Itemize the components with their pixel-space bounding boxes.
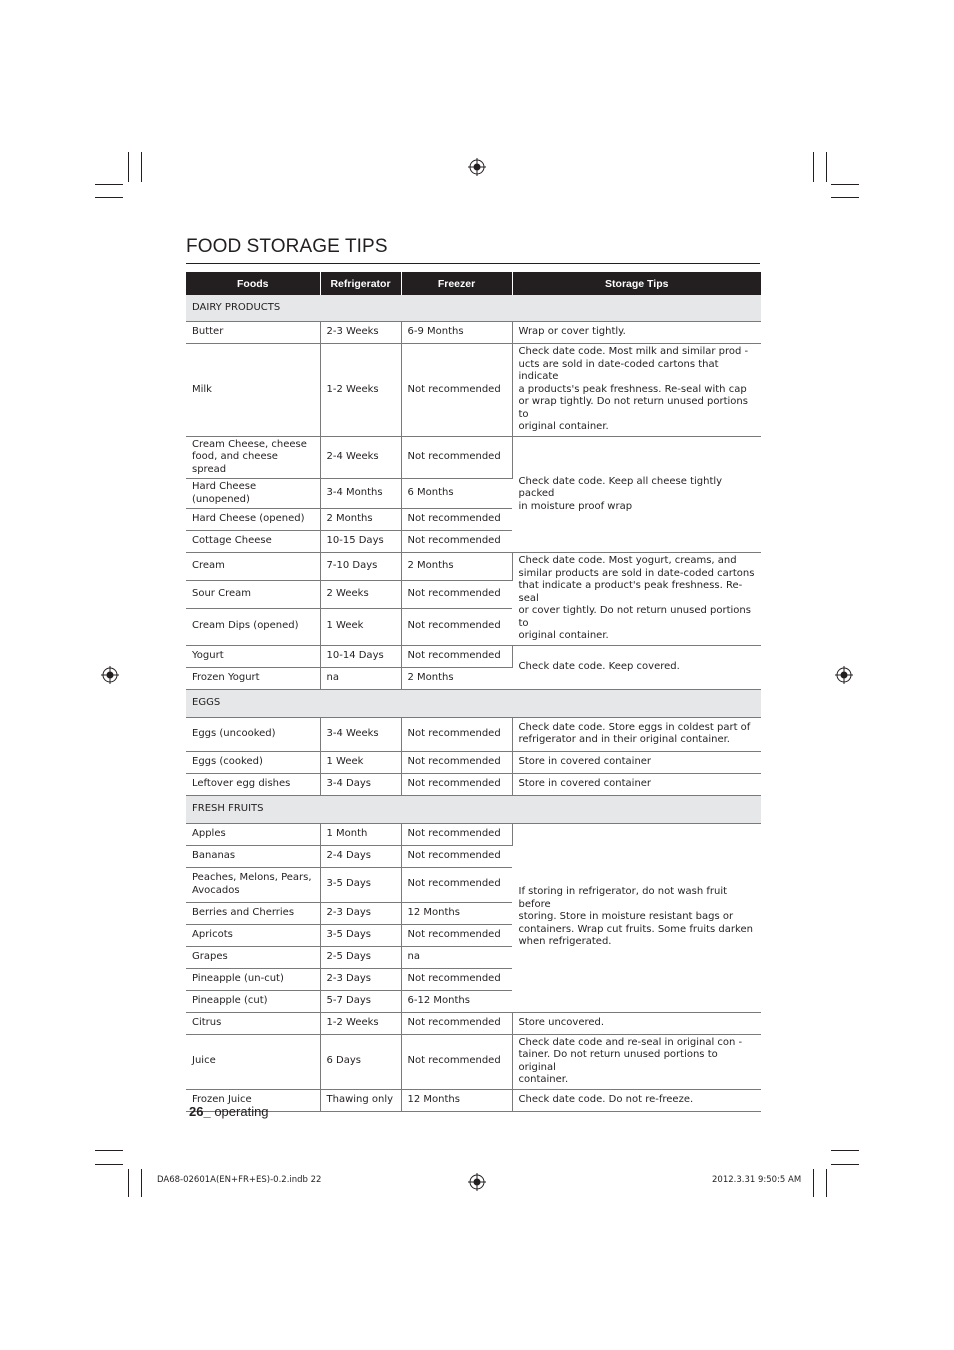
refrigerator-cell: 1 Week: [320, 751, 401, 773]
freezer-cell: Not recommended: [401, 717, 512, 751]
food-cell: Leftover egg dishes: [186, 773, 320, 795]
tip-cell: Wrap or cover tightly.: [512, 322, 761, 344]
refrigerator-cell: 10-15 Days: [320, 531, 401, 553]
crop-mark: [95, 1150, 123, 1151]
freezer-cell: 2 Months: [401, 667, 512, 689]
refrigerator-cell: 2-5 Days: [320, 946, 401, 968]
section-label: EGGS: [186, 689, 761, 717]
freezer-cell: 2 Months: [401, 553, 512, 581]
freezer-cell: Not recommended: [401, 608, 512, 645]
tip-cell: Check date code. Store eggs in coldest part of refrigerator and in their original container.: [512, 717, 761, 751]
tip-cell: Check date code. Most yogurt, creams, and similar products are sold in date-coded cartons that indicate a product's peak freshness. Re-seal or cover tightly. Do not return unused portions to original container.: [512, 553, 761, 646]
crop-mark: [826, 152, 827, 182]
header-storage-tips: Storage Tips: [512, 272, 761, 295]
freezer-cell: Not recommended: [401, 924, 512, 946]
food-cell: Cream Dips (opened): [186, 608, 320, 645]
table-row: [186, 1012, 761, 1034]
crop-mark: [831, 1150, 859, 1151]
refrigerator-cell: 10-14 Days: [320, 645, 401, 667]
title-divider: [186, 263, 760, 264]
refrigerator-cell: 1-2 Weeks: [320, 1012, 401, 1034]
refrigerator-cell: 2 Weeks: [320, 580, 401, 608]
section-row-dairy: [186, 295, 761, 322]
food-cell: Apricots: [186, 924, 320, 946]
table-row: [186, 322, 761, 344]
food-cell: Milk: [186, 344, 320, 437]
freezer-cell: Not recommended: [401, 580, 512, 608]
crop-mark: [813, 1169, 814, 1197]
table-row: [186, 823, 761, 845]
table-row: [186, 344, 761, 437]
page-footer: [189, 1104, 269, 1119]
freezer-cell: Not recommended: [401, 509, 512, 531]
freezer-cell: Not recommended: [401, 436, 512, 479]
table-row: [186, 645, 761, 667]
registration-mark-icon: [101, 666, 119, 684]
food-storage-table: [186, 272, 761, 1112]
refrigerator-cell: 2 Months: [320, 509, 401, 531]
food-cell: Pineapple (cut): [186, 990, 320, 1012]
tip-cell: If storing in refrigerator, do not wash fruit before storing. Store in moisture resistant bags or containers. Wrap cut fruits. Some fruits darken when refrigerated.: [512, 823, 761, 1012]
food-cell: Berries and Cherries: [186, 902, 320, 924]
header-freezer: Freezer: [401, 272, 512, 295]
food-cell: Eggs (cooked): [186, 751, 320, 773]
section-name: operating: [214, 1104, 269, 1119]
crop-mark: [831, 1164, 859, 1165]
registration-mark-icon: [468, 1173, 486, 1191]
table-row: [186, 436, 761, 479]
crop-mark: [826, 1169, 827, 1197]
freezer-cell: Not recommended: [401, 1034, 512, 1089]
table-row: [186, 1089, 761, 1111]
food-cell: Grapes: [186, 946, 320, 968]
tip-cell: Store in covered container: [512, 773, 761, 795]
tip-cell: Check date code. Keep all cheese tightly packed in moisture proof wrap: [512, 436, 761, 553]
freezer-cell: 12 Months: [401, 1089, 512, 1111]
section-label: FRESH FRUITS: [186, 795, 761, 823]
refrigerator-cell: 3-4 Months: [320, 479, 401, 509]
freezer-cell: Not recommended: [401, 968, 512, 990]
header-foods: Foods: [186, 272, 320, 295]
table-row: [186, 717, 761, 751]
food-cell: Frozen Yogurt: [186, 667, 320, 689]
food-cell: Frozen Juice: [186, 1089, 320, 1111]
tip-cell: Store uncovered.: [512, 1012, 761, 1034]
table-header-row: [186, 272, 761, 295]
food-cell: Butter: [186, 322, 320, 344]
food-cell: Pineapple (un-cut): [186, 968, 320, 990]
food-cell: Yogurt: [186, 645, 320, 667]
freezer-cell: 12 Months: [401, 902, 512, 924]
section-row-eggs: [186, 689, 761, 717]
crop-mark: [141, 152, 142, 182]
page-number: 26_: [189, 1104, 211, 1119]
freezer-cell: 6-9 Months: [401, 322, 512, 344]
crop-mark: [141, 1169, 142, 1197]
tip-cell: Store in covered container: [512, 751, 761, 773]
refrigerator-cell: 2-4 Weeks: [320, 436, 401, 479]
tip-cell: Check date code. Most milk and similar prod - ucts are sold in date-coded cartons that indicate a products's peak freshness. Re-seal with cap or wrap tightly. Do not return unused portions to original container.: [512, 344, 761, 437]
section-row-fresh-fruits: [186, 795, 761, 823]
refrigerator-cell: 2-3 Weeks: [320, 322, 401, 344]
food-cell: Cream Cheese, cheese food, and cheese spread: [186, 436, 320, 479]
tip-cell: Check date code. Do not re-freeze.: [512, 1089, 761, 1111]
table-row: [186, 1034, 761, 1089]
registration-mark-icon: [835, 666, 853, 684]
freezer-cell: Not recommended: [401, 531, 512, 553]
food-cell: Citrus: [186, 1012, 320, 1034]
crop-mark: [95, 197, 123, 198]
freezer-cell: na: [401, 946, 512, 968]
crop-mark: [128, 1169, 129, 1197]
food-cell: Apples: [186, 823, 320, 845]
refrigerator-cell: 1-2 Weeks: [320, 344, 401, 437]
refrigerator-cell: 1 Week: [320, 608, 401, 645]
tip-cell: Check date code and re-seal in original con - tainer. Do not return unused portions to original container.: [512, 1034, 761, 1089]
food-cell: Peaches, Melons, Pears, Avocados: [186, 867, 320, 902]
food-cell: Juice: [186, 1034, 320, 1089]
freezer-cell: Not recommended: [401, 773, 512, 795]
crop-mark: [128, 152, 129, 182]
freezer-cell: Not recommended: [401, 823, 512, 845]
table-row: [186, 751, 761, 773]
refrigerator-cell: 7-10 Days: [320, 553, 401, 581]
food-cell: Hard Cheese (opened): [186, 509, 320, 531]
refrigerator-cell: Thawing only: [320, 1089, 401, 1111]
refrigerator-cell: 3-4 Weeks: [320, 717, 401, 751]
registration-mark-icon: [468, 158, 486, 176]
crop-mark: [95, 1164, 123, 1165]
freezer-cell: Not recommended: [401, 751, 512, 773]
refrigerator-cell: 2-3 Days: [320, 968, 401, 990]
print-slug-date: 2012.3.31 9:50:5 AM: [712, 1175, 802, 1185]
food-cell: Cottage Cheese: [186, 531, 320, 553]
refrigerator-cell: 3-5 Days: [320, 867, 401, 902]
freezer-cell: Not recommended: [401, 1012, 512, 1034]
food-cell: Hard Cheese (unopened): [186, 479, 320, 509]
crop-mark: [831, 184, 859, 185]
section-label: DAIRY PRODUCTS: [186, 295, 761, 322]
refrigerator-cell: 2-4 Days: [320, 845, 401, 867]
header-refrigerator: Refrigerator: [320, 272, 401, 295]
refrigerator-cell: na: [320, 667, 401, 689]
page-title: FOOD STORAGE TIPS: [186, 236, 388, 257]
refrigerator-cell: 2-3 Days: [320, 902, 401, 924]
food-cell: Sour Cream: [186, 580, 320, 608]
table-row: [186, 553, 761, 581]
crop-mark: [831, 197, 859, 198]
freezer-cell: Not recommended: [401, 845, 512, 867]
refrigerator-cell: 3-4 Days: [320, 773, 401, 795]
food-cell: Bananas: [186, 845, 320, 867]
refrigerator-cell: 5-7 Days: [320, 990, 401, 1012]
print-slug-file: DA68-02601A(EN+FR+ES)-0.2.indb 22: [157, 1175, 322, 1185]
refrigerator-cell: 6 Days: [320, 1034, 401, 1089]
freezer-cell: Not recommended: [401, 867, 512, 902]
freezer-cell: Not recommended: [401, 344, 512, 437]
table-row: [186, 773, 761, 795]
refrigerator-cell: 3-5 Days: [320, 924, 401, 946]
crop-mark: [813, 152, 814, 182]
food-cell: Cream: [186, 553, 320, 581]
tip-cell: Check date code. Keep covered.: [512, 645, 761, 689]
freezer-cell: Not recommended: [401, 645, 512, 667]
freezer-cell: 6 Months: [401, 479, 512, 509]
food-cell: Eggs (uncooked): [186, 717, 320, 751]
crop-mark: [95, 184, 123, 185]
refrigerator-cell: 1 Month: [320, 823, 401, 845]
freezer-cell: 6-12 Months: [401, 990, 512, 1012]
